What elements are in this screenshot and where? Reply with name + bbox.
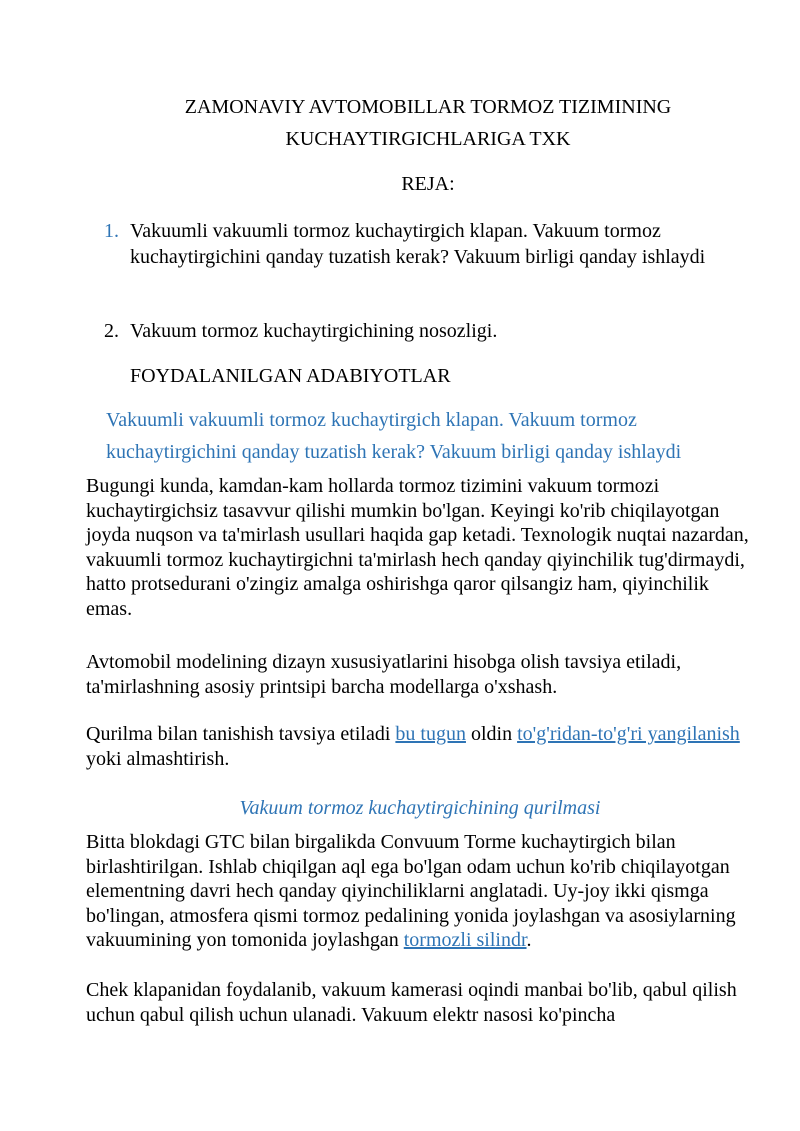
section-heading: Vakuumli vakuumli tormoz kuchaytirgich klapan. Vakuum tormoz kuchaytirgichini qanday tuzatish kerak? Vakuum birligi qanday ishlaydi: [106, 409, 682, 463]
paragraph-text: yoki almashtirish.: [86, 747, 230, 770]
plan-item-number: 2.: [104, 320, 119, 342]
paragraph-check-valve: Chek klapanidan foydalanib, vakuum kamerasi oqindi manbai bo'lib, qabul qilish uchun qabul qilish uchun ulanadi. Vakuum elektr nasosi ko'pincha: [86, 979, 737, 1026]
document-title: [130, 91, 726, 155]
plan-item-number: 1.: [104, 220, 119, 242]
paragraph-text: Bitta blokdagi GTC bilan birgalikda Convuum Torme kuchaytirgich bilan birlashtirilgan. Ishlab chiqilgan aql ega bo'lgan odam uchun ko'rib chiqilayotgan elementning davri hech qanday qiyinchiliklarni anglatadi. Uy-joy ikki qismga bo'lingan, atmosfera qismi tormoz pedalining yonida joylashgan va asosiylarning vakuumining yon tomonida joylashgan: [86, 831, 736, 951]
paragraph-text: .: [526, 929, 532, 951]
paragraph-text: Qurilma bilan tanishish tavsiya etiladi: [86, 723, 396, 745]
paragraph-text: oldin: [465, 723, 518, 745]
subheading-device: Vakuum tormoz kuchaytirgichining qurilmasi: [239, 797, 601, 819]
link-brake-cylinder[interactable]: tormozli silindr: [403, 929, 527, 951]
plan-item-2: [104, 318, 744, 344]
plan-item-text: Vakuum tormoz kuchaytirgichining nosozligi.: [130, 320, 498, 342]
title-line-1: ZAMONAVIY AVTOMOBILLAR TORMOZ TIZIMINING: [184, 96, 672, 118]
plan-item-text: Vakuumli vakuumli tormoz kuchaytirgich klapan. Vakuum tormoz kuchaytirgichini qanday tuzatish kerak? Vakuum birligi qanday ishlaydi: [130, 220, 706, 268]
plan-heading: REJA:: [401, 173, 455, 195]
paragraph-device-intro: [86, 722, 754, 771]
link-direct-update[interactable]: to'g'ridan-to'g'ri yangilanish: [517, 723, 740, 745]
title-line-2: KUCHAYTIRGICHLARIGA TXK: [285, 128, 571, 150]
references-heading: FOYDALANILGAN ADABIYOTLAR: [130, 365, 451, 387]
paragraph-intro: Bugungi kunda, kamdan-kam hollarda tormoz tizimini vakuum tormozi kuchaytirgichsiz tasavvur qilishi mumkin bo'lgan. Keyingi ko'rib chiqilayotgan joyda nuqson va ta'mirlash usullari haqida gap ketadi. Texnologik nuqtai nazardan, vakuumli tormoz kuchaytirgichni ta'mirlash hech qanday qiyinchilik tug'dirmaydi, hatto protsedurani o'zingiz amalga oshirishga qaror qilsangiz ham, qiyinchilik emas.: [86, 475, 749, 620]
link-bu-tugun[interactable]: bu tugun: [395, 723, 466, 745]
paragraph-design: Avtomobil modelining dizayn xususiyatlarini hisobga olish tavsiya etiladi, ta'mirlashning asosiy printsipi barcha modellarga o'xshash.: [86, 651, 682, 698]
paragraph-device: [86, 830, 754, 953]
plan-item-1: [104, 218, 744, 270]
